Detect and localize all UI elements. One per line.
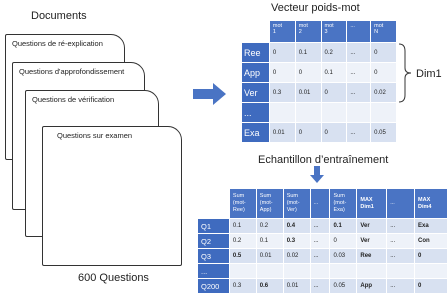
table-cell: 0.1 (256, 234, 283, 249)
table-row (198, 279, 448, 294)
table-cell (347, 103, 371, 123)
table-row (198, 249, 448, 264)
down-arrow-icon (310, 166, 324, 184)
vector-title: Vecteur poids-mot (271, 2, 360, 14)
table-header-row (198, 189, 448, 219)
table-cell: ... (347, 123, 371, 143)
table-row (198, 234, 448, 249)
table-cell (371, 103, 397, 123)
table-cell: 0.05 (330, 279, 357, 294)
table-cell: 0.3 (269, 83, 295, 103)
table-cell (198, 189, 230, 219)
table-cell: 0.2 (256, 219, 283, 234)
table-cell: ... (347, 63, 371, 83)
table-cell: 0.01 (269, 123, 295, 143)
table-cell (310, 264, 330, 279)
table-cell: 0.2 (229, 234, 256, 249)
table-row (198, 219, 448, 234)
table-cell: mot 1 (269, 21, 295, 43)
table-cell: Ver (357, 219, 387, 234)
table-cell: MAX Dim4 (415, 189, 448, 219)
table-header-row (242, 21, 397, 43)
table-cell: App (242, 63, 270, 83)
table-cell: Sum (mot- App) (256, 189, 283, 219)
table-cell (387, 264, 415, 279)
dim1-label: Dim1 (416, 68, 442, 80)
table-cell: 0.1 (295, 43, 321, 63)
table-cell (269, 103, 295, 123)
table-cell: 0 (371, 43, 397, 63)
table-cell: mot 3 (321, 21, 347, 43)
table-cell: ... (310, 189, 330, 219)
table-cell: 0.3 (283, 234, 310, 249)
table-cell: Sum (mot- Ree) (229, 189, 256, 219)
table-cell (321, 103, 347, 123)
table-cell (256, 264, 283, 279)
documents-count: 600 Questions (78, 272, 149, 284)
table-cell: ... (310, 279, 330, 294)
table-cell: 0.02 (371, 83, 397, 103)
table-row (242, 103, 397, 123)
right-arrow-icon (193, 82, 227, 106)
table-cell: Ree (357, 249, 387, 264)
table-cell: 0 (321, 123, 347, 143)
table-cell: 0.03 (330, 249, 357, 264)
table-cell: Ver (357, 234, 387, 249)
table-cell: 0.01 (295, 83, 321, 103)
table-cell: Exa (242, 123, 270, 143)
table-cell: Exa (415, 219, 448, 234)
document-card-label: Questions sur examen (57, 131, 133, 140)
table-cell: ... (198, 264, 230, 279)
sample-title: Echantillon d’entraînement (258, 154, 389, 166)
table-cell (242, 21, 270, 43)
table-cell: ... (387, 279, 415, 294)
table-row (242, 43, 397, 63)
table-cell (295, 103, 321, 123)
table-cell (229, 264, 256, 279)
table-cell: 0 (269, 43, 295, 63)
table-cell: 0 (295, 123, 321, 143)
table-cell: 0 (321, 83, 347, 103)
table-row (242, 123, 397, 143)
table-cell: ... (347, 21, 371, 43)
table-cell: 0.05 (371, 123, 397, 143)
document-card-label: Questions de vérification (32, 95, 115, 104)
table-cell: Ree (242, 43, 270, 63)
table-cell: 0 (371, 63, 397, 83)
vector-table (241, 20, 397, 143)
table-cell (330, 264, 357, 279)
table-cell: 0.6 (256, 279, 283, 294)
table-cell: Sum (mot- Exa) (330, 189, 357, 219)
table-cell: Q200 (198, 279, 230, 294)
table-cell: ... (387, 219, 415, 234)
table-cell: Ver (242, 83, 270, 103)
table-cell: ... (310, 219, 330, 234)
table-cell: ... (387, 234, 415, 249)
table-cell: ... (242, 103, 270, 123)
table-cell: 0.02 (283, 249, 310, 264)
table-cell: ... (387, 249, 415, 264)
table-cell: 0.3 (229, 279, 256, 294)
table-cell: 0.01 (256, 249, 283, 264)
table-cell: ... (310, 234, 330, 249)
table-cell: App (357, 279, 387, 294)
table-cell: ... (310, 249, 330, 264)
table-cell (415, 264, 448, 279)
table-cell: mot N (371, 21, 397, 43)
table-cell: 0.1 (330, 219, 357, 234)
table-cell (283, 264, 310, 279)
table-cell: 0.2 (321, 43, 347, 63)
document-card (42, 126, 182, 266)
table-row (242, 83, 397, 103)
table-cell: Q1 (198, 219, 230, 234)
right-brace-icon (398, 43, 412, 103)
table-cell: MAX Dim1 (357, 189, 387, 219)
table-cell: 0 (269, 63, 295, 83)
table-cell: 0.1 (229, 219, 256, 234)
table-cell: mot 2 (295, 21, 321, 43)
table-cell: 0.4 (283, 219, 310, 234)
table-cell: ... (347, 83, 371, 103)
table-cell: 0.01 (283, 279, 310, 294)
table-cell: Sum (mot- Ver) (283, 189, 310, 219)
sample-table (197, 188, 448, 294)
documents-title: Documents (31, 10, 87, 22)
document-card-label: Questions de ré-explication (12, 39, 103, 48)
table-cell: 0 (415, 249, 448, 264)
table-cell: ... (347, 43, 371, 63)
table-row (242, 63, 397, 83)
table-cell: 0.1 (321, 63, 347, 83)
table-cell: 0 (330, 234, 357, 249)
table-cell: Con (415, 234, 448, 249)
table-cell: ... (387, 189, 415, 219)
table-cell: Q3 (198, 249, 230, 264)
table-row (198, 264, 448, 279)
table-cell: 0.5 (229, 249, 256, 264)
document-card-label: Questions d'approfondissement (19, 67, 125, 76)
table-cell: Q2 (198, 234, 230, 249)
table-cell: 0 (415, 279, 448, 294)
table-cell (357, 264, 387, 279)
table-cell: 0 (295, 63, 321, 83)
